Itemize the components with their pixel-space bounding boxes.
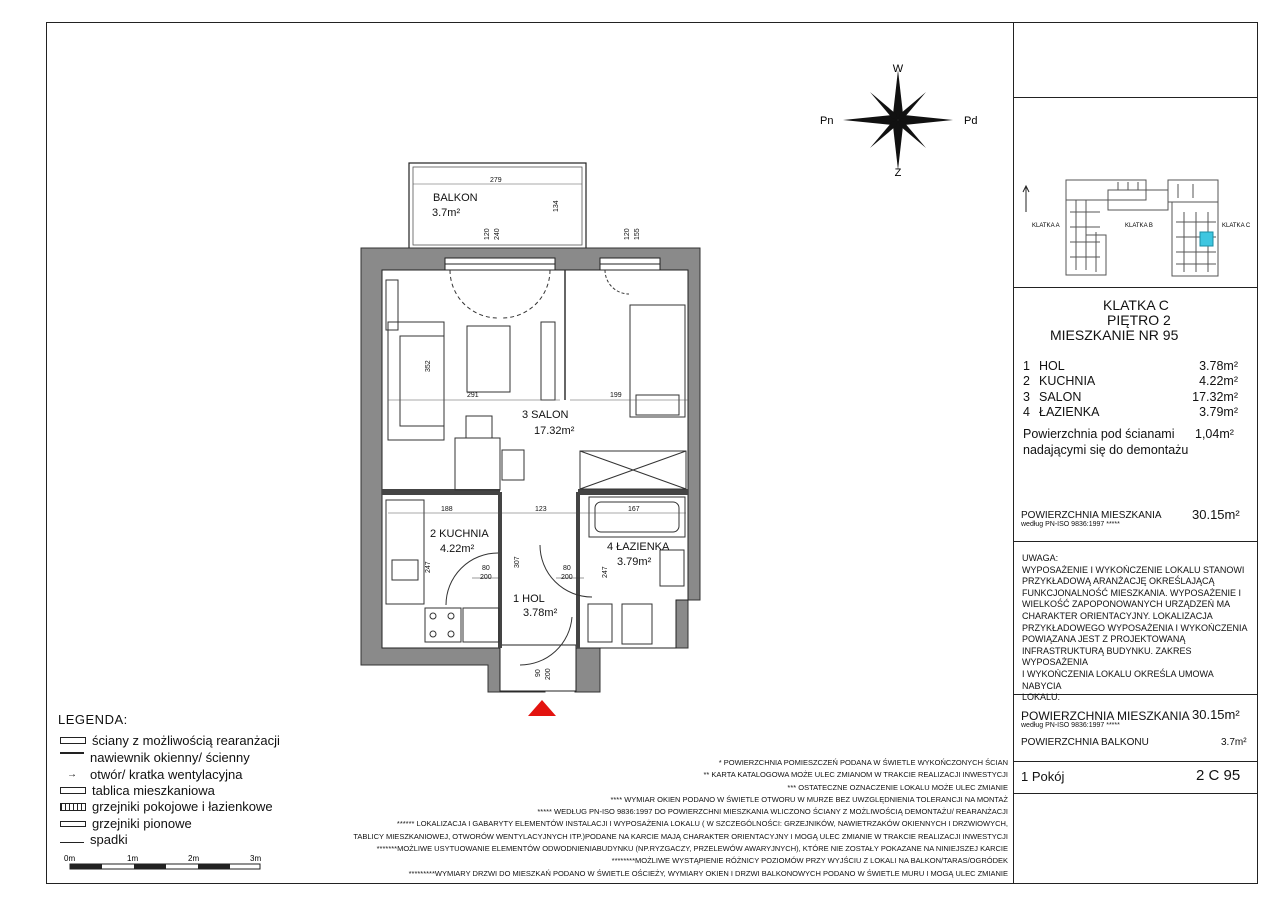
vertical-radiator-icon bbox=[60, 821, 86, 827]
door2-height: 200 bbox=[561, 574, 573, 581]
dim-188: 188 bbox=[441, 506, 453, 513]
summary-area-label: POWIERZCHNIA MIESZKANIA bbox=[1021, 709, 1190, 723]
footnote: *** OSTATECZNE OZNACZENIE LOKALU MOŻE ULEC ZMIANIE bbox=[787, 782, 1008, 792]
compass-north: W bbox=[892, 63, 904, 75]
room-name: SALON bbox=[1039, 390, 1082, 404]
door1-width: 80 bbox=[482, 565, 490, 572]
demolition-area: 1,04m² bbox=[1195, 427, 1234, 441]
dim-155: 155 bbox=[634, 228, 641, 240]
header-pietro: PIĘTRO 2 bbox=[1107, 312, 1171, 328]
legend-item bbox=[60, 767, 242, 782]
panel-line-3 bbox=[1013, 541, 1258, 542]
dim-199: 199 bbox=[610, 392, 622, 399]
summary-balcony-value: 3.7m² bbox=[1221, 737, 1247, 748]
key-plan bbox=[1018, 172, 1256, 282]
room-name: ŁAZIENKA bbox=[1039, 405, 1100, 419]
uwaga-line: LOKALU. bbox=[1022, 692, 1061, 703]
uwaga-title: UWAGA: bbox=[1022, 553, 1059, 563]
panel-line-5 bbox=[1013, 761, 1258, 762]
legend-label: grzejniki pionowe bbox=[92, 816, 192, 831]
uwaga-line: POWIĄZANA JEST Z PROJEKTOWANĄ bbox=[1022, 634, 1186, 645]
legend-item bbox=[60, 832, 128, 847]
legend-label: grzejniki pokojowe i łazienkowe bbox=[92, 799, 273, 814]
key-plan-klatka-c: KLATKA C bbox=[1222, 223, 1251, 229]
footnote: * POWIERZCHNIA POMIESZCZEŃ PODANA W ŚWIETLE WYKOŃCZONYCH ŚCIAN bbox=[718, 758, 1008, 767]
electric-panel-icon bbox=[60, 787, 86, 794]
total-area-sub: według PN-ISO 9836:1997 ***** bbox=[1021, 521, 1120, 528]
floor-plan bbox=[340, 150, 720, 730]
key-plan-klatka-a: KLATKA A bbox=[1032, 223, 1060, 229]
compass-rose bbox=[820, 58, 980, 178]
dim-247b: 247 bbox=[602, 566, 609, 578]
legend-label: nawiewnik okienny/ ścienny bbox=[90, 750, 250, 765]
dim-247a: 247 bbox=[425, 561, 432, 573]
lazienka-area: 3.79m² bbox=[617, 556, 652, 568]
salon-area: 17.32m² bbox=[534, 425, 575, 437]
room-row bbox=[1023, 390, 1238, 404]
room-row bbox=[1023, 359, 1238, 373]
uwaga-line: INFRASTRUKTURĄ BUDYNKU. ZAKRES WYPOSAŻENIA bbox=[1022, 645, 1192, 668]
room-number: 2 bbox=[1023, 374, 1030, 388]
summary-area-value: 30.15m² bbox=[1192, 707, 1240, 722]
summary-rooms-count: 1 Pokój bbox=[1021, 769, 1065, 784]
hol-label: 1 HOL bbox=[513, 593, 545, 605]
kuchnia-area: 4.22m² bbox=[440, 543, 475, 555]
footnote: ********MOŻLIWE WYSTĄPIENIE RÓŻNICY POZIOMÓW PRZY WYJŚCIU Z LOKALI NA BALKON/TARAS/OGRÓDEK bbox=[611, 856, 1008, 866]
dim-134: 134 bbox=[553, 200, 560, 212]
legend-label: spadki bbox=[90, 832, 128, 847]
total-area-label: POWIERZCHNIA MIESZKANIA bbox=[1021, 510, 1162, 521]
room-name: HOL bbox=[1039, 359, 1065, 373]
summary-balcony-label: POWIERZCHNIA BALKONU bbox=[1021, 737, 1149, 748]
dim-240: 240 bbox=[494, 228, 501, 240]
footnote: *********WYMIARY DRZWI DO MIESZKAŃ PODANO W ŚWIETLE OŚCIEŻY, WYMIARY OKIEN I DRZWI BALKONOWYCH PODANO W ŚWIETLE MURU I MOGĄ ULEC ZMIANIE bbox=[408, 868, 1008, 878]
uwaga-note bbox=[1022, 553, 1254, 704]
room-number: 1 bbox=[1023, 359, 1030, 373]
header-klatka: KLATKA C bbox=[1103, 297, 1169, 313]
dim-307: 307 bbox=[514, 556, 521, 568]
ventilation-opening-icon: → bbox=[67, 768, 77, 780]
total-area-value: 30.15m² bbox=[1192, 507, 1240, 522]
compass-east: Pd bbox=[964, 115, 978, 127]
legend-label: tablica mieszkaniowa bbox=[92, 783, 215, 798]
legend-label: otwór/ kratka wentylacyjna bbox=[90, 767, 243, 782]
door2-width: 80 bbox=[563, 565, 571, 572]
balkon-area: 3.7m² bbox=[432, 207, 461, 219]
scale-2m: 2m bbox=[188, 854, 200, 863]
legend-item bbox=[60, 733, 280, 748]
legend-item bbox=[60, 750, 250, 765]
uwaga-line: CHARAKTER ORIENTACYJNY. LOKALIZACJA bbox=[1022, 610, 1213, 621]
panel-line-2 bbox=[1013, 287, 1258, 288]
balkon-name: BALKON bbox=[433, 192, 478, 204]
compass-west: Pn bbox=[820, 115, 834, 127]
uwaga-line: WYPOSAŻENIE I WYKOŃCZENIE LOKALU STANOWI bbox=[1022, 564, 1245, 575]
scale-3m: 3m bbox=[250, 854, 262, 863]
panel-line-6 bbox=[1013, 793, 1258, 794]
footnote: ***** WEDŁUG PN-ISO 9836:1997 DO POWIERZCHNI MIESZKANIA WLICZONO ŚCIANY Z MOŻLIWOŚCIĄ DEMONTAŻU/ REARANŻACJI bbox=[537, 807, 1008, 817]
side-panel-divider bbox=[1013, 22, 1014, 884]
summary-code: 2 C 95 bbox=[1196, 767, 1241, 784]
dim-291: 291 bbox=[467, 392, 479, 399]
demolition-label-1: Powierzchnia pod ścianami bbox=[1023, 427, 1175, 441]
scale-bar bbox=[60, 852, 270, 876]
legend-item bbox=[60, 783, 215, 798]
dim-120b: 120 bbox=[624, 228, 631, 240]
hol-area: 3.78m² bbox=[523, 607, 558, 619]
room-area: 3.79m² bbox=[1199, 405, 1238, 419]
room-number: 4 bbox=[1023, 405, 1030, 419]
room-area: 3.78m² bbox=[1199, 359, 1238, 373]
dim-123: 123 bbox=[535, 506, 547, 513]
footnotes bbox=[290, 757, 1008, 880]
footnote: TABLICY MIESZKANIOWEJ, OTWORÓW WENTYLACYJNYCH ITP.)PODANE NA KARCIE MAJĄ CHARAKTER ORIENTACYJNY I MOGĄ ULEC ZMIANIE W TRAKCIE REALIZACJI INWESTYCJI bbox=[353, 831, 1008, 841]
door1-height: 200 bbox=[480, 574, 492, 581]
footnote: *******MOŻLIWE USYTUOWANIE ELEMENTÓW ODWODNIENIABUDYNKU (NP.RYZGACZY, PRZELEWÓW AWARYJNYCH), KTÓRE NIE ZOSTAŁY POKAZANE NA NINIEJSZEJ KARCIE bbox=[376, 844, 1008, 854]
uwaga-line: I WYKOŃCZENIA LOKALU OKREŚLA UMOWA NABYCIA bbox=[1022, 668, 1214, 691]
door3-height: 200 bbox=[545, 668, 552, 680]
footnote: **** WYMIAR OKIEN PODANO W ŚWIETLE OTWORU W MURZE BEZ UWZGLĘDNIENIA TOLERANCJI NA MONTAŻ bbox=[610, 794, 1008, 804]
room-area: 17.32m² bbox=[1192, 390, 1238, 404]
uwaga-line: PRZYKŁADOWEGO WYPOSAŻENIA I WYKOŃCZENIA bbox=[1022, 622, 1248, 633]
radiator-icon bbox=[60, 803, 86, 811]
room-area: 4.22m² bbox=[1199, 374, 1238, 388]
uwaga-line: WIELKOŚĆ ZAPOPONOWANYCH URZĄDZEŃ MA bbox=[1022, 599, 1231, 610]
slope-icon bbox=[60, 836, 84, 843]
key-plan-klatka-b: KLATKA B bbox=[1125, 223, 1153, 229]
legend-item bbox=[60, 799, 273, 814]
room-name: KUCHNIA bbox=[1039, 374, 1096, 388]
demolition-label-2: nadającymi się do demontażu bbox=[1023, 443, 1189, 457]
compass-south: Z bbox=[894, 167, 902, 178]
panel-line-1 bbox=[1013, 97, 1258, 98]
uwaga-line: FUNKCJONALNOŚĆ MIESZKANIA. WYPOSAŻENIE I bbox=[1022, 587, 1242, 598]
summary-area-sub: według PN-ISO 9836:1997 ***** bbox=[1021, 722, 1120, 729]
dim-352: 352 bbox=[425, 360, 432, 372]
legend-item bbox=[60, 816, 192, 831]
header-mieszkanie: MIESZKANIE NR 95 bbox=[1050, 327, 1179, 343]
legend-title: LEGENDA: bbox=[58, 712, 128, 727]
rearrangeable-wall-icon bbox=[60, 737, 86, 744]
dim-120a: 120 bbox=[484, 228, 491, 240]
legend-label: ściany z możliwością rearanżacji bbox=[92, 733, 280, 748]
room-row bbox=[1023, 405, 1238, 419]
dim-279: 279 bbox=[490, 177, 502, 184]
lazienka-label: 4 ŁAZIENKA bbox=[607, 541, 670, 553]
room-number: 3 bbox=[1023, 390, 1030, 404]
footnote: ****** LOKALIZACJA I GABARYTY ELEMENTÓW INSTALACJI I WYPOSAŻENIA LOKALU ( W SZCZEGÓLNOŚCI: GRZEJNIKÓW, NAWIETRZAKÓW OKIENNYCH I DRZWIOWYCH, bbox=[396, 819, 1008, 829]
scale-0m: 0m bbox=[64, 854, 76, 863]
door3-width: 90 bbox=[535, 669, 542, 677]
scale-1m: 1m bbox=[127, 854, 139, 863]
kuchnia-label: 2 KUCHNIA bbox=[430, 528, 489, 540]
air-vent-icon bbox=[60, 752, 84, 763]
dim-167: 167 bbox=[628, 506, 640, 513]
uwaga-line: PRZYKŁADOWĄ ARANŻACJĘ OKREŚLAJĄCĄ bbox=[1022, 576, 1215, 587]
room-row bbox=[1023, 374, 1238, 388]
footnote: ** KARTA KATALOGOWA MOŻE ULEC ZMIANOM W TRAKCIE REALIZACJI INWESTYCJI bbox=[703, 770, 1008, 780]
salon-label: 3 SALON bbox=[522, 409, 569, 421]
